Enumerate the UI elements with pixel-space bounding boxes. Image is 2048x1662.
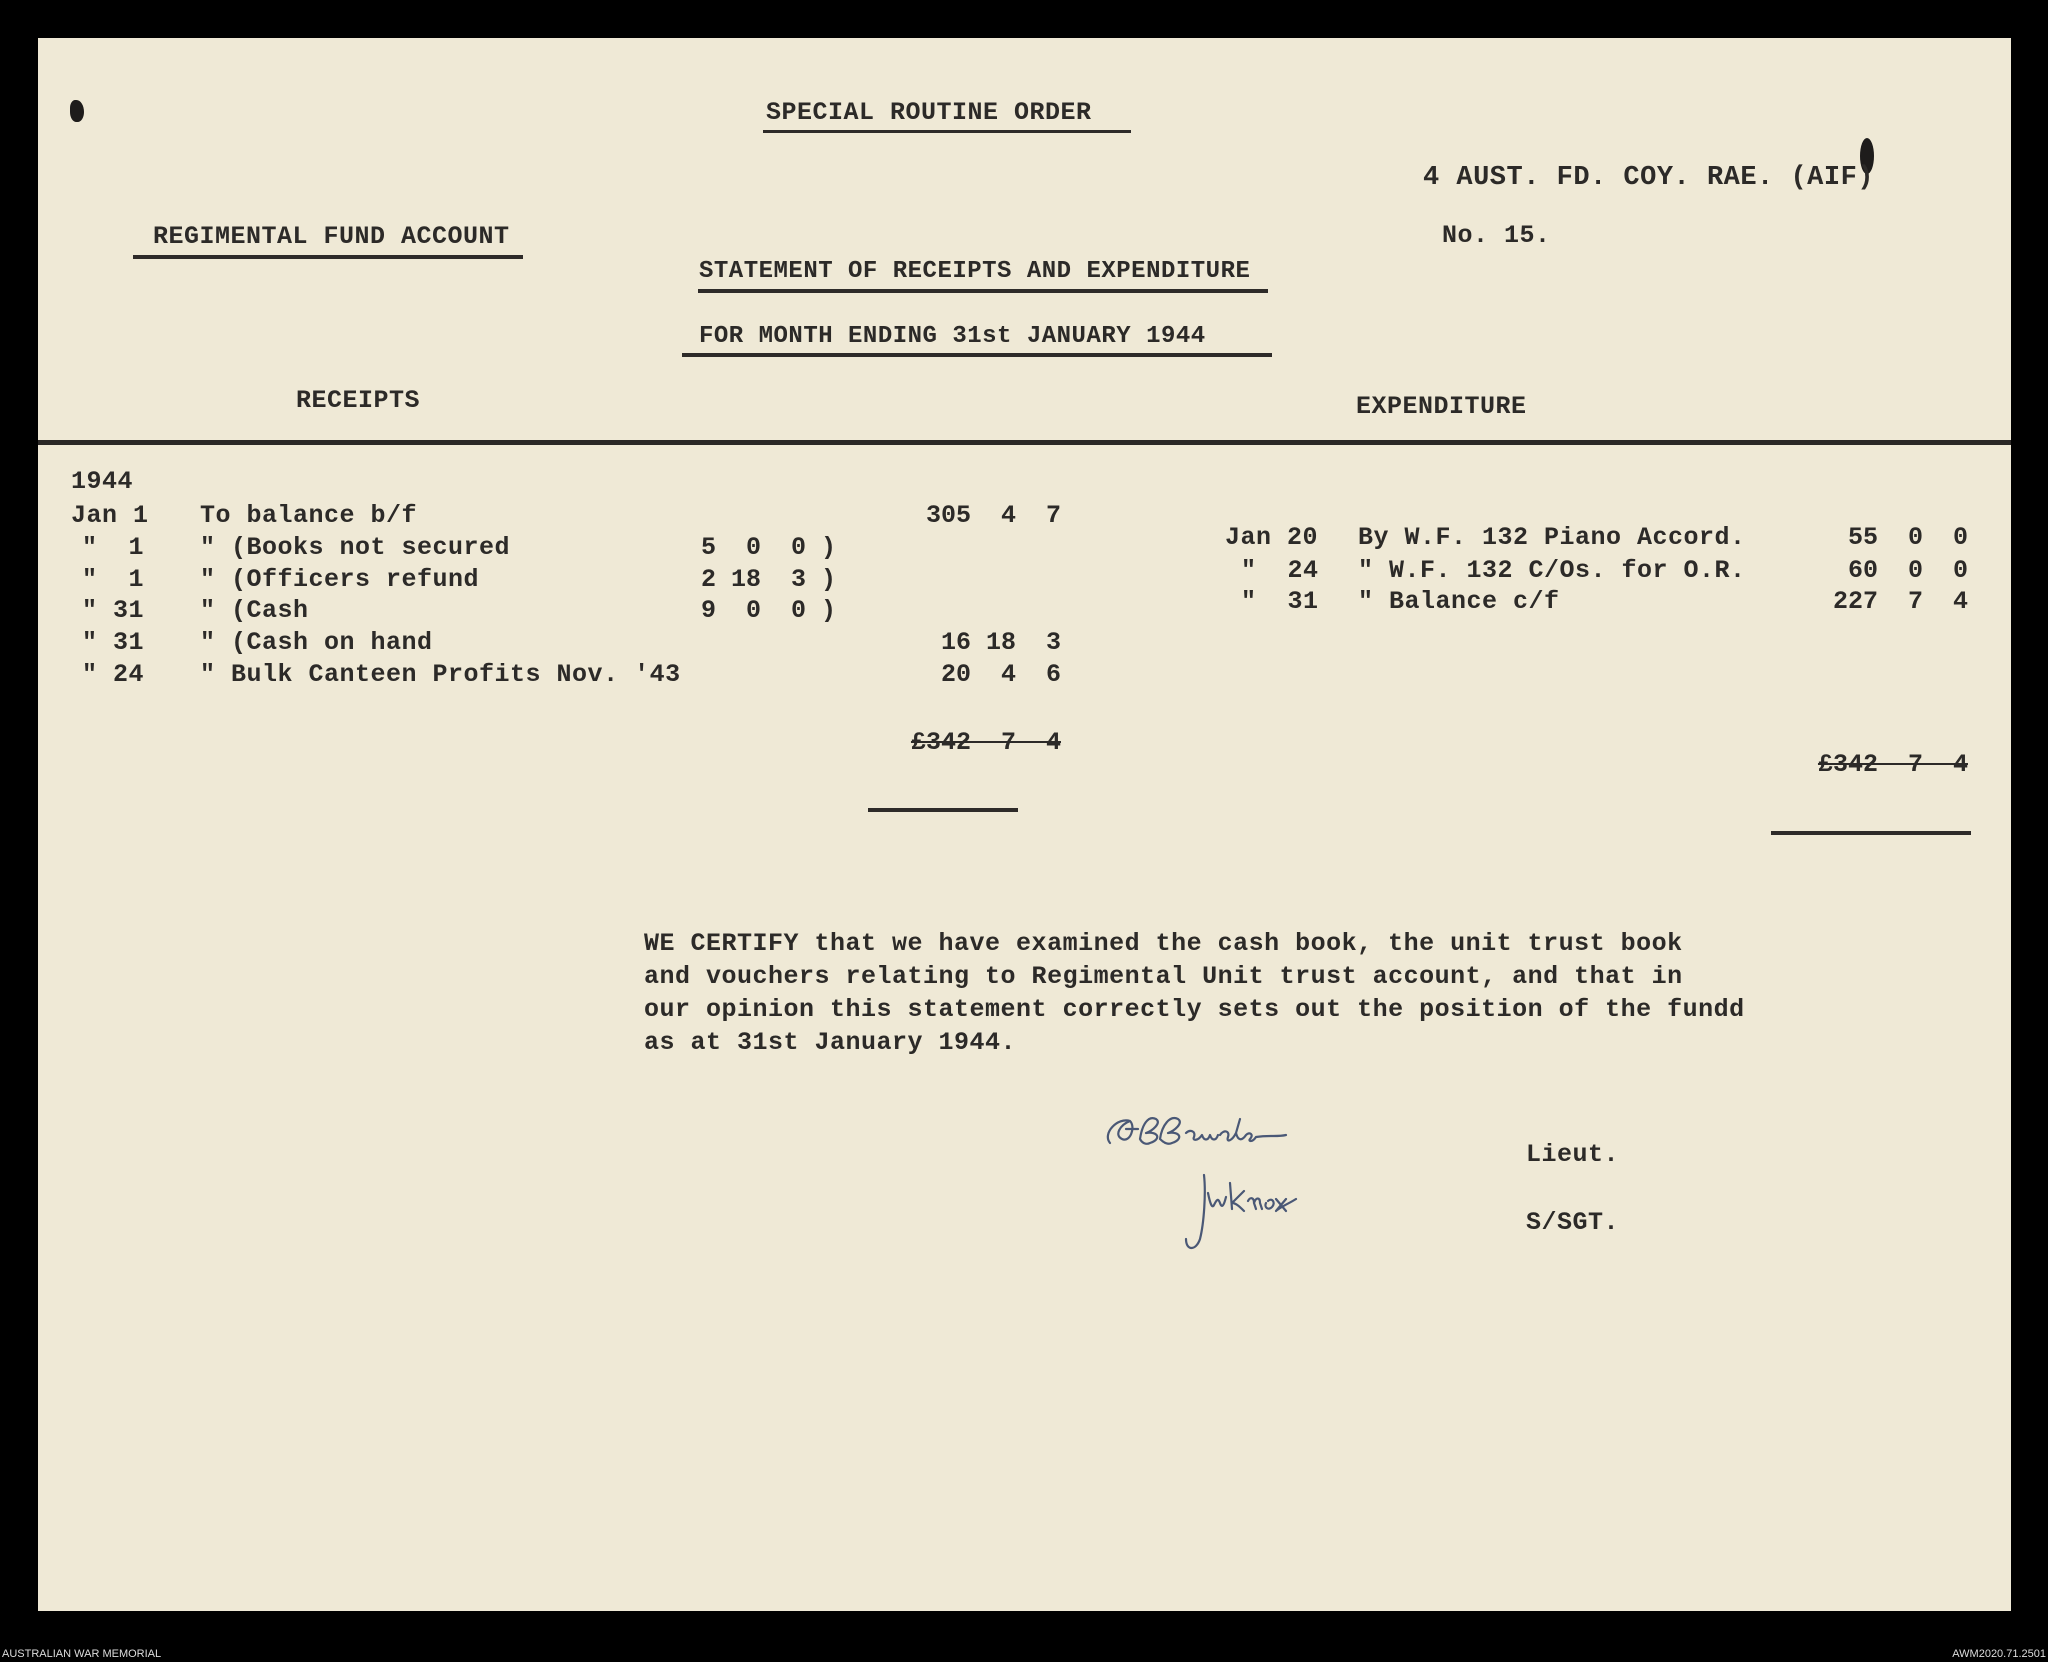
certification-line: our opinion this statement correctly sets out the position of the fundd: [644, 995, 1745, 1024]
statement-underline: [698, 289, 1268, 293]
footer-reference: AWM2020.71.2501: [1952, 1648, 2046, 1660]
table-rule: [38, 440, 2011, 445]
certification-line: and vouchers relating to Regimental Unit trust account, and that in: [644, 962, 1683, 991]
receipt-description: " Bulk Canteen Profits Nov. '43: [200, 660, 681, 689]
expenditure-date: " 31: [1241, 587, 1319, 616]
expenditure-amount: 60 0 0: [1847, 556, 1968, 585]
receipt-description: " (Officers refund: [200, 565, 480, 594]
expenditure-amount: 227 7 4: [1832, 587, 1968, 616]
expenditure-description: " W.F. 132 C/Os. for O.R.: [1358, 556, 1746, 585]
statement-period: FOR MONTH ENDING 31st JANUARY 1944: [699, 323, 1206, 350]
receipt-subamount: 9 0 0 ): [700, 596, 836, 625]
receipt-amount: 20 4 6: [940, 660, 1061, 689]
statement-heading: STATEMENT OF RECEIPTS AND EXPENDITURE: [699, 258, 1251, 285]
receipt-description: To balance b/f: [200, 501, 418, 530]
receipt-subamount: 5 0 0 ): [700, 533, 836, 562]
signature-ssgt: [1180, 1163, 1300, 1258]
expenditure-total-underline: [1771, 831, 1971, 835]
expenditure-description: " Balance c/f: [1358, 587, 1560, 616]
title-underline: [763, 130, 1131, 133]
receipts-year: 1944: [71, 467, 134, 496]
account-name: REGIMENTAL FUND ACCOUNT: [153, 222, 510, 251]
receipt-description: " (Books not secured: [200, 533, 511, 562]
certification-line: as at 31st January 1944.: [644, 1028, 1017, 1057]
document-page: [38, 38, 2011, 1611]
receipt-date: " 1: [82, 533, 145, 562]
order-number: No. 15.: [1442, 221, 1551, 250]
receipt-description: " (Cash: [200, 596, 309, 625]
expenditure-total: £342 7 4: [1817, 750, 1968, 779]
receipt-date: Jan 1: [71, 501, 149, 530]
signature-lieut: [1100, 1105, 1290, 1155]
receipt-date: " 24: [82, 660, 145, 689]
rank-ssgt: S/SGT.: [1526, 1208, 1620, 1237]
document-title: SPECIAL ROUTINE ORDER: [766, 98, 1092, 127]
unit-name: 4 AUST. FD. COY. RAE. (AIF): [1423, 163, 1874, 193]
rank-lieut: Lieut.: [1526, 1140, 1620, 1169]
expenditure-date: " 24: [1241, 556, 1319, 585]
receipt-description: " (Cash on hand: [200, 628, 433, 657]
expenditure-heading: EXPENDITURE: [1356, 392, 1527, 421]
footer-institution: AUSTRALIAN WAR MEMORIAL: [2, 1648, 162, 1660]
expenditure-description: By W.F. 132 Piano Accord.: [1358, 523, 1746, 552]
receipt-date: " 1: [82, 565, 145, 594]
certification-line: WE CERTIFY that we have examined the cash book, the unit trust book: [644, 929, 1683, 958]
receipt-date: " 31: [82, 596, 145, 625]
receipt-amount: 16 18 3: [940, 628, 1061, 657]
account-name-underline: [133, 255, 523, 259]
receipts-total-underline: [868, 808, 1018, 812]
receipt-date: " 31: [82, 628, 145, 657]
receipts-total: £342 7 4: [910, 728, 1061, 757]
punch-mark-left: [70, 100, 84, 122]
period-underline: [682, 353, 1272, 357]
receipt-amount: 305 4 7: [925, 501, 1061, 530]
receipts-heading: RECEIPTS: [296, 386, 421, 415]
expenditure-amount: 55 0 0: [1847, 523, 1968, 552]
expenditure-date: Jan 20: [1225, 523, 1319, 552]
receipt-subamount: 2 18 3 ): [700, 565, 836, 594]
